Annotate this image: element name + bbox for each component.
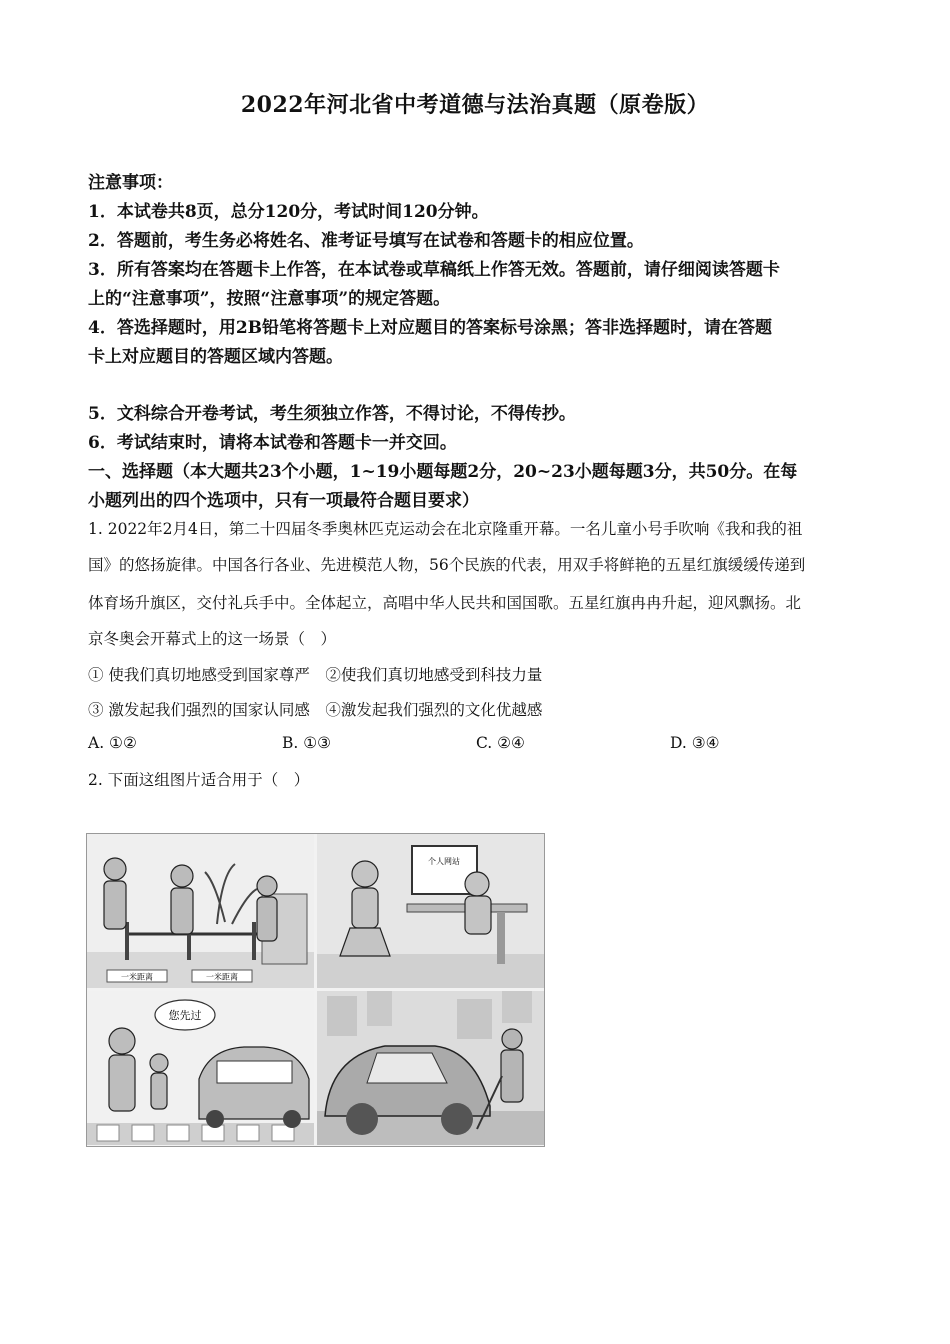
question-stem-line: 国》的悠扬旋律。中国各行各业、先进模范人物，56个民族的代表，用双手将鲜艳的五星红旗缓缓传递到 xyxy=(88,556,806,574)
option-a: A. ①② xyxy=(88,734,137,752)
littering-scene xyxy=(317,991,544,1145)
option-b: B. ①③ xyxy=(282,734,332,752)
section-heading: 一、选择题（本大题共23个小题，1~19小题每题2分，20~23小题每题3分，共50分。在每 xyxy=(88,462,798,482)
option-d: D. ③④ xyxy=(670,734,720,752)
question-2-image-grid xyxy=(86,833,545,1147)
statement-line: ① 使我们真切地感受到国家尊严 ②使我们真切地感受到科技力量 xyxy=(88,666,543,684)
section-heading: 小题列出的四个选项中，只有一项最符合题目要求） xyxy=(88,491,479,511)
notice-heading: 注意事项： xyxy=(88,173,173,193)
notice-item: 4．答选择题时，用2B铅笔将答题卡上对应题目的答案标号涂黑；答非选择题时，请在答题 xyxy=(88,318,773,338)
queue-scene xyxy=(87,834,314,988)
queue-distance-illustration xyxy=(87,834,314,988)
website-screen-label: 个人网站 xyxy=(428,857,460,866)
notice-item: 5．文科综合开卷考试，考生须独立作答，不得讨论，不得传抄。 xyxy=(88,404,576,424)
littering-illustration xyxy=(317,991,544,1145)
computer-scene-illustration xyxy=(317,834,544,988)
computer-scene xyxy=(317,834,544,988)
crosswalk-illustration xyxy=(87,991,314,1145)
question-stem-line: 2. 下面这组图片适合用于（ ） xyxy=(88,771,310,789)
speech-bubble-text: 您先过 xyxy=(168,1009,202,1022)
notice-item: 2．答题前，考生务必将姓名、准考证号填写在试卷和答题卡的相应位置。 xyxy=(88,231,644,251)
distance-label-1: 一米距离 xyxy=(121,972,153,982)
notice-item: 3．所有答案均在答题卡上作答，在本试卷或草稿纸上作答无效。答题前，请仔细阅读答题卡 xyxy=(88,260,780,280)
notice-item: 1．本试卷共8页，总分120分，考试时间120分钟。 xyxy=(88,202,489,222)
question-stem-line: 体育场升旗区，交付礼兵手中。全体起立，高唱中华人民共和国国歌。五星红旗冉冉升起，迎风飘扬。北 xyxy=(88,594,802,612)
crosswalk-scene xyxy=(87,991,314,1145)
notice-item: 上的“注意事项”，按照“注意事项”的规定答题。 xyxy=(88,289,451,309)
question-stem-line: 1. 2022年2月4日，第二十四届冬季奥林匹克运动会在北京隆重开幕。一名儿童小号手吹响《我和我的祖 xyxy=(88,520,803,538)
question-stem-line: 京冬奥会开幕式上的这一场景（ ） xyxy=(88,630,337,648)
notice-item: 6．考试结束时，请将本试卷和答题卡一并交回。 xyxy=(88,433,457,453)
page-title: 2022年河北省中考道德与法治真题（原卷版） xyxy=(240,92,710,118)
statement-line: ③ 激发起我们强烈的国家认同感 ④激发起我们强烈的文化优越感 xyxy=(88,701,543,719)
notice-item: 卡上对应题目的答题区域内答题。 xyxy=(88,347,343,367)
distance-label-2: 一米距离 xyxy=(206,972,238,982)
option-c: C. ②④ xyxy=(476,734,525,752)
